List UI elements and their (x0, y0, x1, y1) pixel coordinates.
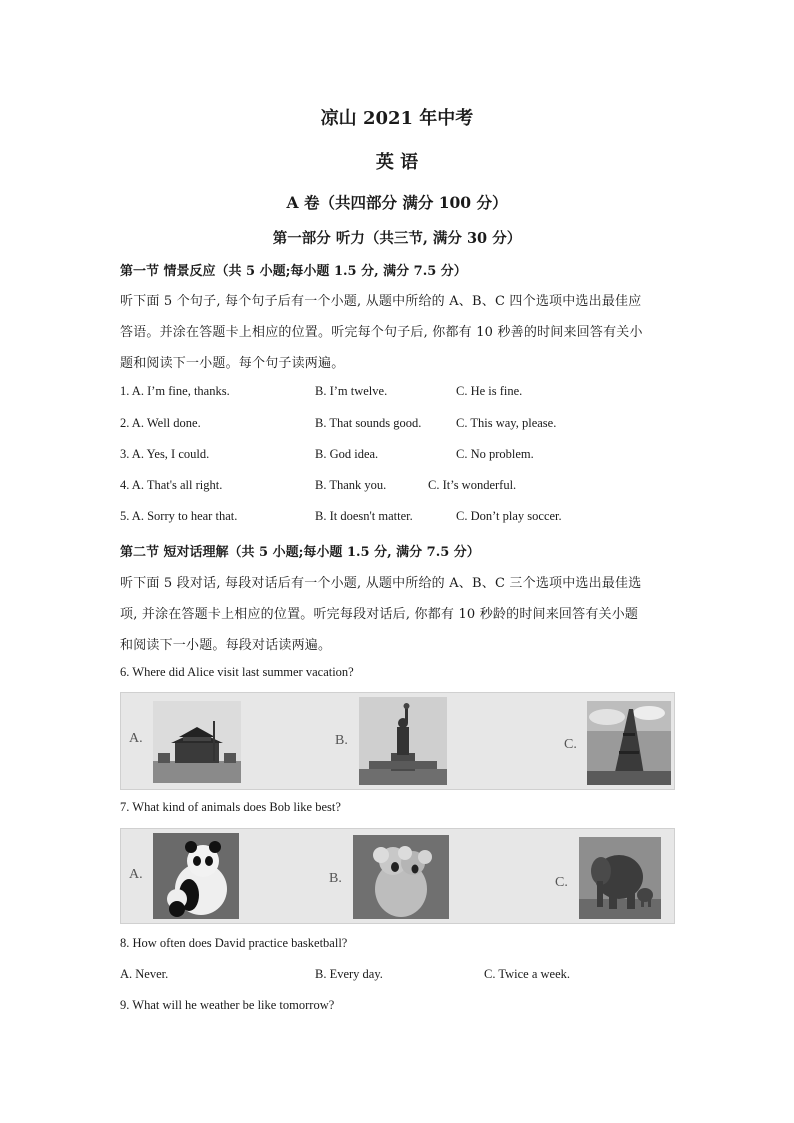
q4-option-c: C. It’s wonderful. (428, 478, 517, 492)
section1-heading: 第一节 情景反应（共 5 小题;每小题 1.5 分, 满分 7.5 分） (120, 264, 467, 279)
q1-option-b: B. I’m twelve. (315, 384, 388, 398)
q2-option-a: 2. A. Well done. (120, 416, 201, 430)
q9-question: 9. What will he weather be like tomorrow? (120, 998, 335, 1012)
q3-option-c: C. No problem. (456, 447, 534, 461)
q7-label-b: B. (329, 871, 342, 886)
q7-image-panel (120, 828, 675, 924)
q1-option-a: 1. A. I’m fine, thanks. (120, 384, 230, 398)
exam-title: 凉山 2021 年中考 (320, 108, 474, 129)
q6-label-c: C. (564, 737, 577, 752)
q8-question: 8. How often does David practice basketball? (120, 936, 348, 950)
elephant-image (579, 837, 661, 919)
q1-option-c: C. He is fine. (456, 384, 523, 398)
q4-option-b: B. Thank you. (315, 478, 387, 492)
section1-instruction-line: 答语。并涂在答题卡上相应的位置。听完每个句子后, 你都有 10 秒善的时间来回答有关小 (120, 325, 643, 340)
q3-option-a: 3. A. Yes, I could. (120, 447, 210, 461)
q2-option-c: C. This way, please. (456, 416, 557, 430)
subject-title: 英 语 (375, 152, 419, 173)
part-title: 第一部分 听力（共三节, 满分 30 分） (272, 230, 522, 247)
q5-option-a: 5. A. Sorry to hear that. (120, 509, 238, 523)
q3-option-b: B. God idea. (315, 447, 379, 461)
statue-of-liberty-image (359, 697, 447, 785)
q5-option-c: C. Don’t play soccer. (456, 509, 562, 523)
section2-instruction-line: 和阅读下一小题。每段对话读两遍。 (120, 638, 332, 653)
q7-label-c: C. (555, 875, 568, 890)
koala-image (353, 835, 449, 919)
q5-option-b: B. It doesn't matter. (315, 509, 413, 523)
q2-option-b: B. That sounds good. (315, 416, 422, 430)
q8-option-a: A. Never. (120, 967, 169, 981)
section2-instruction-line: 项, 并涂在答题卡上相应的位置。听完每段对话后, 你都有 10 秒龄的时间来回答有关小题 (120, 607, 639, 622)
q6-label-b: B. (335, 733, 348, 748)
q8-option-c: C. Twice a week. (484, 967, 571, 981)
section1-instruction-line: 题和阅读下一小题。每个句子读两遍。 (120, 356, 345, 371)
q6-question: 6. Where did Alice visit last summer vacation? (120, 665, 354, 679)
q6-image-panel (120, 692, 675, 790)
paper-title: A 卷（共四部分 满分 100 分） (286, 193, 508, 212)
section2-heading: 第二节 短对话理解（共 5 小题;每小题 1.5 分, 满分 7.5 分） (120, 545, 480, 560)
section2-instruction-line: 听下面 5 段对话, 每段对话后有一个小题, 从题中所给的 A、B、C 三个选项中选出最佳选 (120, 576, 642, 591)
q7-question: 7. What kind of animals does Bob like best? (120, 800, 341, 814)
q7-label-a: A. (129, 867, 143, 882)
q4-option-a: 4. A. That's all right. (120, 478, 223, 492)
tiananmen-image (153, 701, 241, 783)
q6-label-a: A. (129, 731, 143, 746)
eiffel-tower-image (587, 701, 671, 785)
q8-option-b: B. Every day. (315, 967, 383, 981)
section1-instruction-line: 听下面 5 个句子, 每个句子后有一个小题, 从题中所给的 A、B、C 四个选项中选出最佳应 (120, 294, 642, 309)
panda-image (153, 833, 239, 919)
